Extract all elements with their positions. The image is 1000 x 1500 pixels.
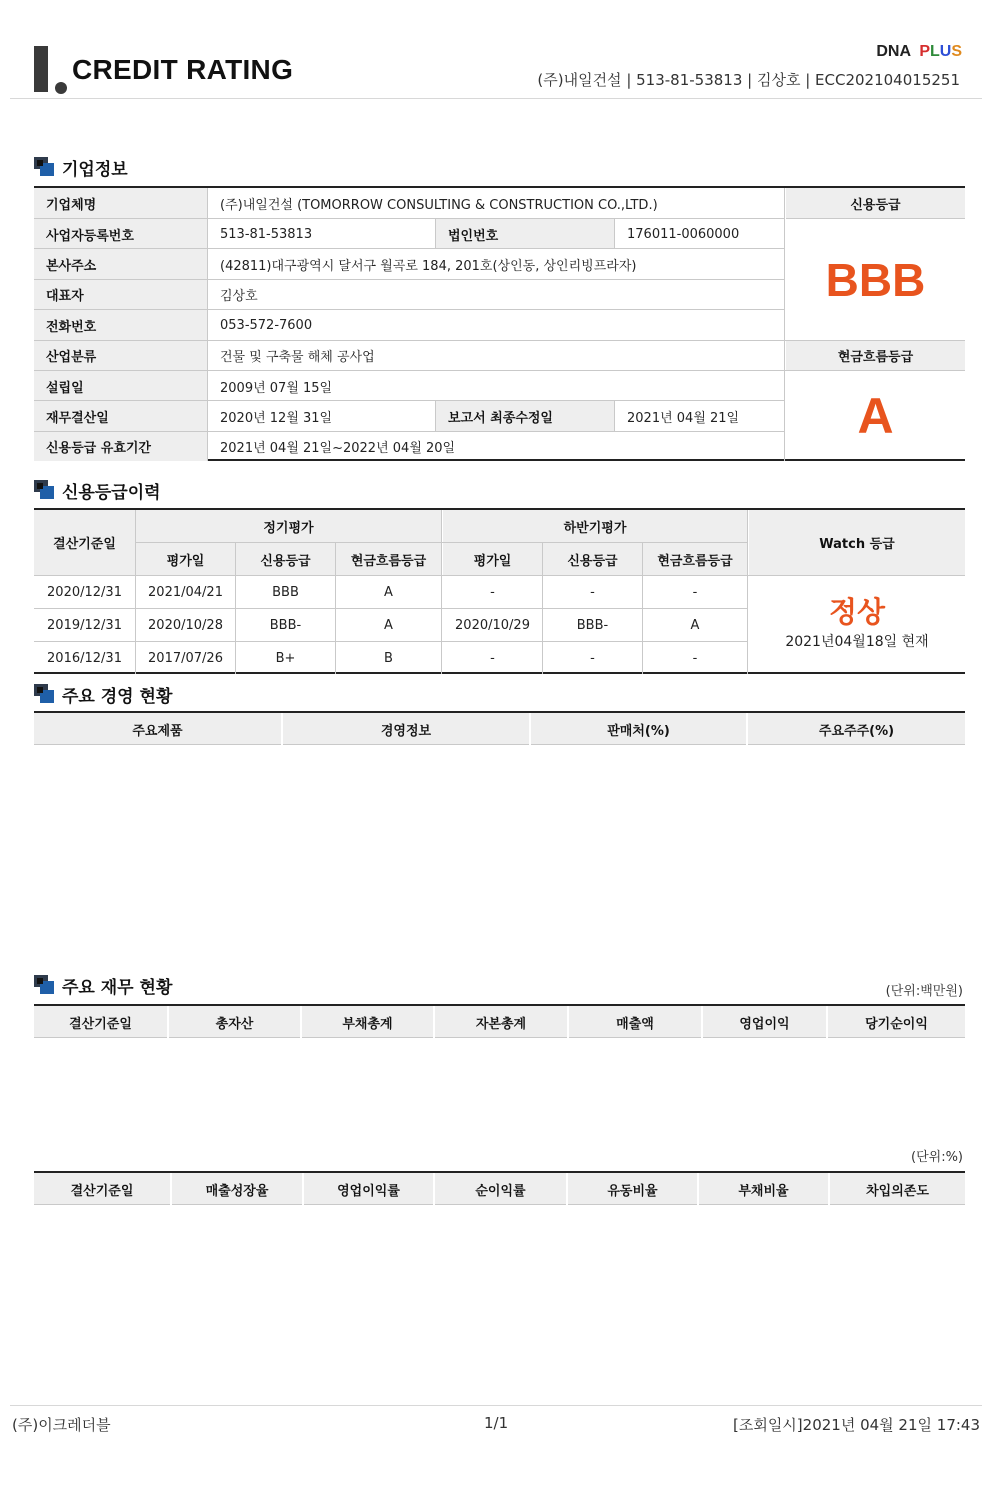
fiscal-value: 2020년 12월 31일 <box>220 410 333 426</box>
grid-line <box>614 400 615 431</box>
col-net-margin: 순이익률 <box>475 1183 526 1199</box>
history-row-3-half-credit: - <box>590 650 595 666</box>
company-section-title: 기업정보 <box>62 159 128 180</box>
management-section-title: 주요 경영 현황 <box>62 686 173 707</box>
brand-plus: PLUS <box>919 43 962 60</box>
grid-line <box>747 510 748 674</box>
corpno-label: 법인번호 <box>436 219 614 249</box>
credit-grade-value: BBB <box>825 253 926 306</box>
history-row-1-half-cashflow: - <box>692 584 698 600</box>
section-square-icon <box>34 684 56 704</box>
history-row-3-settle: 2016/12/31 <box>47 650 122 666</box>
fiscal-label: 재무결산일 <box>34 401 207 431</box>
grid-line <box>614 218 615 249</box>
col-total-assets: 총자산 <box>215 1016 254 1032</box>
section-square-icon <box>34 157 56 177</box>
col-sales-growth: 매출성장율 <box>205 1183 269 1199</box>
report-date-label: 보고서 최종수정일 <box>436 401 614 431</box>
management-table-header <box>34 711 965 745</box>
group-half: 하반기평가 <box>443 510 747 542</box>
history-row-1-settle: 2020/12/31 <box>47 584 122 600</box>
col-regular-date: 평가일 <box>136 543 235 575</box>
validity-value: 2021년 04월 21일~2022년 04월 20일 <box>220 440 456 456</box>
col-settlement: 결산기준일 <box>34 510 135 575</box>
history-row-2-regular-cashflow: A <box>384 617 393 633</box>
col-operating-margin: 영업이익률 <box>337 1183 400 1199</box>
finance-unit: (단위:백만원) <box>885 984 963 999</box>
ratio-unit: (단위:%) <box>911 1150 963 1165</box>
col-total-equity: 자본총계 <box>475 1016 527 1032</box>
history-row-1-half-credit: - <box>590 584 595 600</box>
history-row-2-half-credit: BBB- <box>576 617 609 633</box>
company-name-value: (주)내일건설 (TOMORROW CONSULTING & CONSTRUCTION CO.,LTD.) <box>220 197 658 213</box>
founded-label: 설립일 <box>34 371 207 401</box>
footer-company: (주)이크레더블 <box>12 1416 111 1434</box>
bizno-label: 사업자등록번호 <box>34 219 207 249</box>
company-info-table <box>34 186 965 461</box>
finance-table-header <box>34 1004 965 1038</box>
history-row-2-half-cashflow: A <box>690 617 700 633</box>
address-label: 본사주소 <box>34 249 207 279</box>
col-total-liabilities: 부채총계 <box>342 1016 393 1032</box>
header-divider <box>10 98 982 99</box>
col-ratio-settlement: 결산기준일 <box>70 1183 134 1199</box>
rating-history-table <box>34 508 965 674</box>
history-section-title: 신용등급이력 <box>62 482 161 503</box>
grid-line <box>235 542 236 674</box>
col-revenue: 매출액 <box>616 1016 654 1032</box>
phone-label: 전화번호 <box>34 310 207 340</box>
grid-line <box>34 309 784 310</box>
grid-line <box>435 218 436 249</box>
col-watch: Watch 등급 <box>749 510 965 575</box>
history-row-3-regular-cashflow: B <box>384 650 393 666</box>
history-row-2-settle: 2019/12/31 <box>47 617 122 633</box>
ratio-table-header <box>34 1171 965 1205</box>
grid-line <box>34 608 747 609</box>
logo-bar-icon <box>34 46 48 92</box>
history-row-2-regular-date: 2020/10/28 <box>148 617 223 633</box>
grid-line <box>207 188 208 461</box>
footer-timestamp: [조회일시]2021년 04월 21일 17:43 <box>732 1416 980 1434</box>
col-regular-credit: 신용등급 <box>236 543 335 575</box>
col-half-credit: 신용등급 <box>543 543 642 575</box>
credit-grade-label: 신용등급 <box>786 188 965 218</box>
history-row-1-regular-cashflow: A <box>384 584 393 600</box>
grid-line <box>34 400 784 401</box>
col-borrowing-dependency: 차입의존도 <box>866 1183 929 1199</box>
col-regular-cashflow: 현금흐름등급 <box>336 543 441 575</box>
col-shareholders: 주요주주(%) <box>818 723 895 739</box>
ceo-value: 김상호 <box>220 288 258 304</box>
header-company-info: (주)내일건설 | 513-81-53813 | 김상호 | ECC202104015251 <box>537 71 960 89</box>
grid-line <box>542 542 543 674</box>
grid-line <box>34 340 965 341</box>
history-row-3-half-date: - <box>490 650 495 666</box>
grid-line <box>786 218 965 219</box>
section-square-icon <box>34 480 56 500</box>
grid-line <box>34 575 965 576</box>
history-row-3-regular-date: 2017/07/26 <box>148 650 223 666</box>
bizno-value: 513-81-53813 <box>220 226 313 242</box>
address-value: (42811)대구광역시 달서구 월곡로 184, 201호(상인동, 상인리빙프라자) <box>220 258 637 274</box>
col-debt-ratio: 부채비율 <box>738 1183 789 1199</box>
grid-line <box>435 400 436 431</box>
history-row-2-regular-credit: BBB- <box>269 617 302 633</box>
founded-value: 2009년 07월 15일 <box>220 380 333 396</box>
col-main-products: 주요제품 <box>132 723 183 739</box>
grid-line <box>335 542 336 674</box>
cashflow-grade-label: 현금흐름등급 <box>786 340 965 370</box>
grid-line <box>34 218 784 219</box>
validity-label: 신용등급 유효기간 <box>34 431 207 461</box>
col-net-income: 당기순이익 <box>865 1016 928 1032</box>
history-row-1-regular-credit: BBB <box>272 584 299 600</box>
grid-line <box>784 188 785 461</box>
finance-section-title: 주요 재무 현황 <box>62 977 173 998</box>
grid-line <box>441 510 442 674</box>
grid-line <box>642 542 643 674</box>
watch-date: 2021년04월18일 현재 <box>785 634 929 650</box>
report-date-value: 2021년 04월 21일 <box>627 410 740 426</box>
ceo-label: 대표자 <box>34 279 207 309</box>
corpno-value: 176011-0060000 <box>627 226 740 242</box>
grid-line <box>135 510 136 674</box>
grid-line <box>34 431 784 432</box>
industry-value: 건물 및 구축물 해체 공사업 <box>220 349 375 365</box>
history-row-3-half-cashflow: - <box>692 650 698 666</box>
company-name-label: 기업체명 <box>34 188 207 218</box>
col-sales-channels: 판매처(%) <box>607 723 670 739</box>
section-square-icon <box>34 975 56 995</box>
col-half-date: 평가일 <box>443 543 542 575</box>
management-section-heading <box>34 681 172 707</box>
page-title: CREDIT RATING <box>72 54 294 85</box>
grid-line <box>34 248 784 249</box>
footer-divider <box>10 1405 982 1406</box>
col-management-info: 경영정보 <box>380 723 432 739</box>
grid-line <box>34 641 747 642</box>
group-regular: 정기평가 <box>136 510 441 542</box>
cashflow-grade-value: A <box>857 388 894 444</box>
col-fin-settlement: 결산기준일 <box>69 1016 132 1032</box>
history-row-3-regular-credit: B+ <box>275 650 296 666</box>
col-half-cashflow: 현금흐름등급 <box>643 543 747 575</box>
logo-dot-icon <box>55 82 67 94</box>
company-section-heading <box>34 154 128 180</box>
grid-line <box>34 370 965 371</box>
history-row-1-half-date: - <box>490 584 495 600</box>
grid-line <box>34 279 784 280</box>
brand-logo <box>876 43 962 61</box>
finance-section-heading <box>34 972 172 998</box>
col-operating-income: 영업이익 <box>739 1016 790 1032</box>
footer-page: 1/1 <box>484 1414 509 1432</box>
history-row-2-half-date: 2020/10/29 <box>455 617 530 633</box>
history-section-heading <box>34 477 161 503</box>
phone-value: 053-572-7600 <box>220 317 313 333</box>
col-current-ratio: 유동비율 <box>607 1183 658 1199</box>
brand-dna: DNA <box>876 43 911 60</box>
history-row-1-regular-date: 2021/04/21 <box>148 584 223 600</box>
industry-label: 산업분류 <box>34 340 207 370</box>
watch-status: 정상 <box>828 594 886 629</box>
